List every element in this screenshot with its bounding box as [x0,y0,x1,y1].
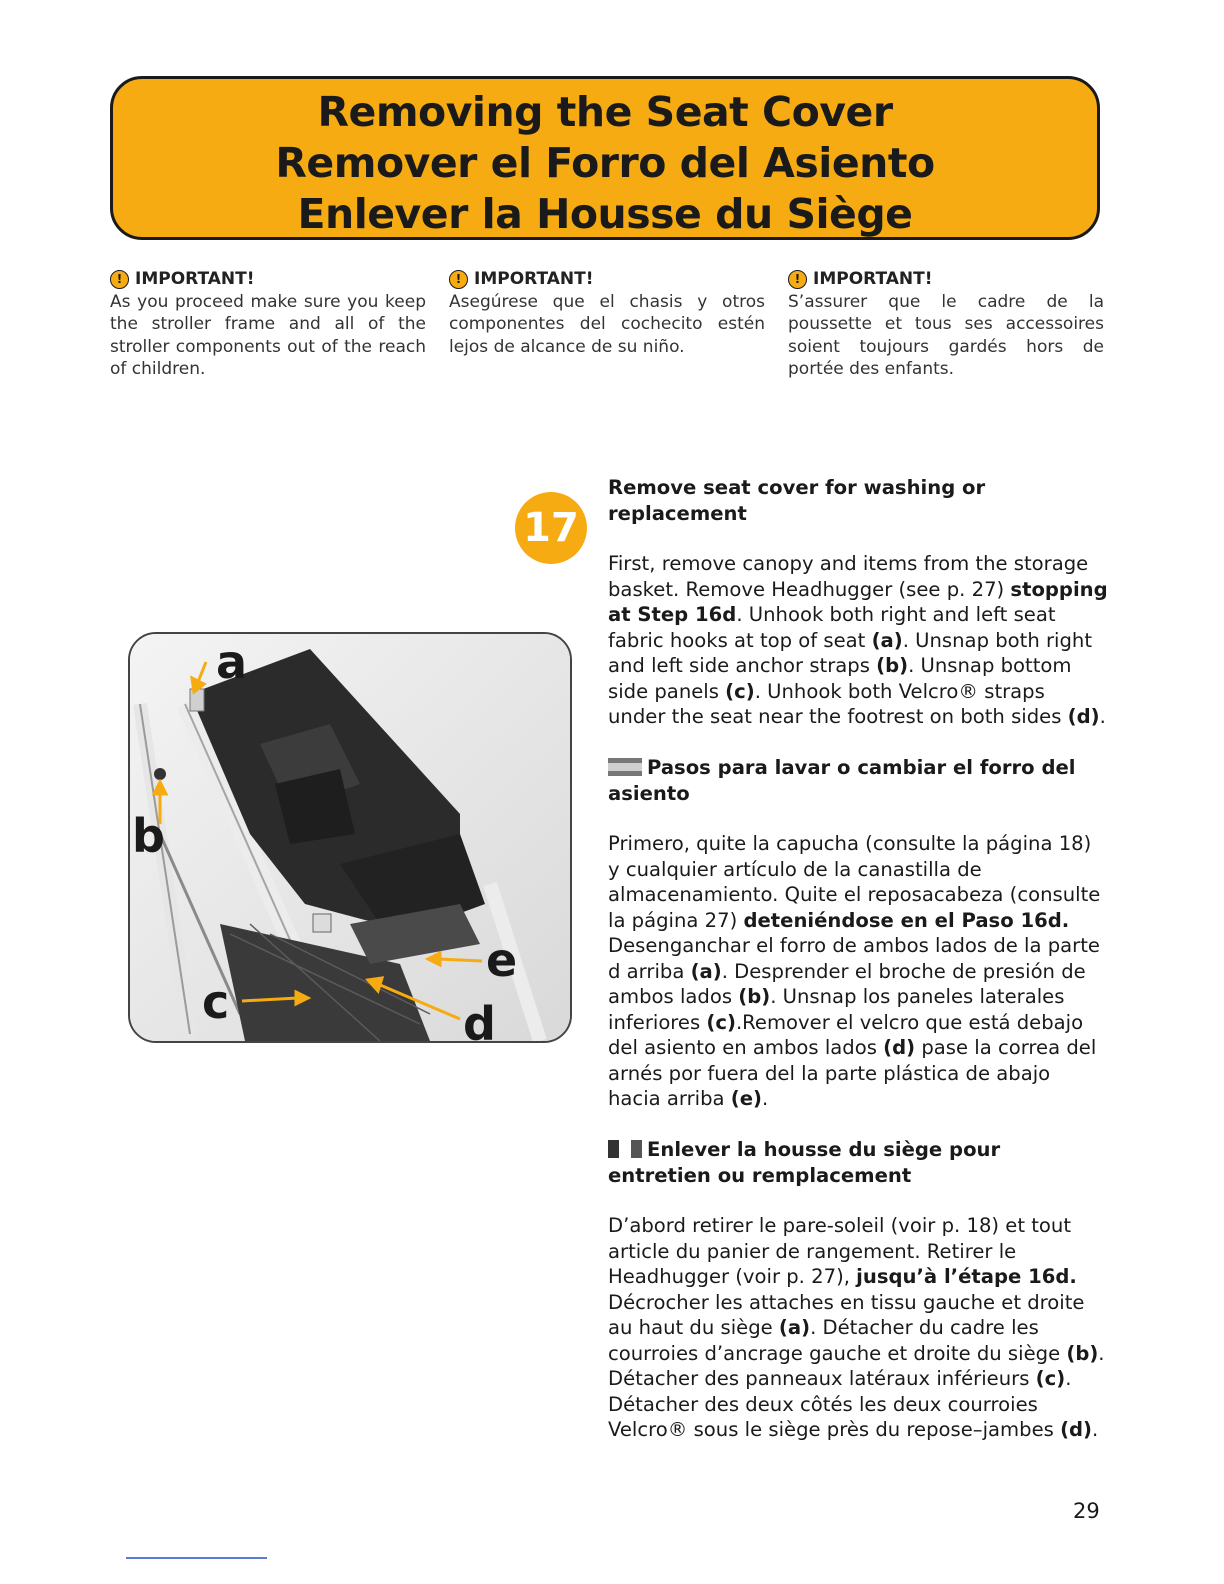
instructions-column [608,475,1108,1443]
figure-label-b: b [132,809,165,863]
instructions-french: D’abord retirer le pare-soleil (voir p. 18) et tout article du panier de rangement. Retirer le Headhugger (voir p. 27), jusqu’à l’étape 16d. Décrocher les attaches en tissu gauche et droite au haut du siège (a). Détacher du cadre les courroies d’ancrage gauche et droite du siège (b). Détacher des panneaux latéraux inférieurs (c). Détacher des deux côtés les deux courroies Velcro® sous le siège près du repose–jambes (d). [608,1214,1105,1441]
french-flag-icon [608,1140,642,1158]
important-text: S’assurer que le cadre de la poussette et tous ses accessoires soient toujours gardés hors de portée des enfants. [788,291,1104,379]
title-banner [110,76,1100,240]
warning-icon: ! [110,270,129,289]
instructions-english: First, remove canopy and items from the storage basket. Remove Headhugger (see p. 27) stopping at Step 16d. Unhook both right and left seat fabric hooks at top of seat (a). Unsnap both right and left side anchor straps (b). Unsnap bottom side panels (c). Unhook both Velcro® straps under the seat near the footrest on both sides (d). [608,552,1108,728]
spanish-flag-icon [608,758,642,776]
title-english: Removing the Seat Cover [317,88,893,136]
important-label: IMPORTANT! [135,269,255,289]
warning-icon: ! [449,270,468,289]
step-number-badge: 17 [515,492,587,564]
figure-label-c: c [202,975,230,1029]
figure-label-a: a [216,635,248,689]
important-notice-english [110,268,426,381]
title-spanish: Remover el Forro del Asiento [275,139,935,187]
footer-rule [126,1557,267,1559]
important-text: As you proceed make sure you keep the stroller frame and all of the stroller components out of the reach of children. [110,291,426,379]
warning-icon: ! [788,270,807,289]
important-label: IMPORTANT! [474,269,594,289]
heading-english: Remove seat cover for washing or replacement [608,476,986,525]
instructions-spanish: Primero, quite la capucha (consulte la página 18) y cualquier artículo de la canastilla de almacenamiento. Quite el reposacabeza (consulte la página 27) deteniéndose en el Paso 16d. Desenganchar el forro de ambos lados de la parte d arriba (a). Desprender el broche de presión de ambos lados (b). Unsnap los paneles laterales inferiores (c).Remover el velcro que está debajo del asiento en ambos lados (d) pase la correa del arnés por fuera del la parte plástica de abajo hacia arriba (e). [608,832,1101,1110]
figure-label-e: e [486,933,518,987]
important-notice-spanish [449,268,765,358]
important-label: IMPORTANT! [813,269,933,289]
stroller-illustration [130,634,570,1041]
stroller-seat-photo [128,632,572,1043]
heading-french: Enlever la housse du siège pour entretien ou remplacement [608,1138,1001,1187]
important-text: Asegúrese que el chasis y otros componentes del cochecito estén lejos de alcance de su niño. [449,291,765,357]
important-notice-french [788,268,1104,381]
heading-spanish: Pasos para lavar o cambiar el forro del asiento [608,756,1076,805]
title-french: Enlever la Housse du Siège [297,190,913,238]
page-number: 29 [1073,1499,1100,1523]
figure-label-d: d [463,997,496,1041]
